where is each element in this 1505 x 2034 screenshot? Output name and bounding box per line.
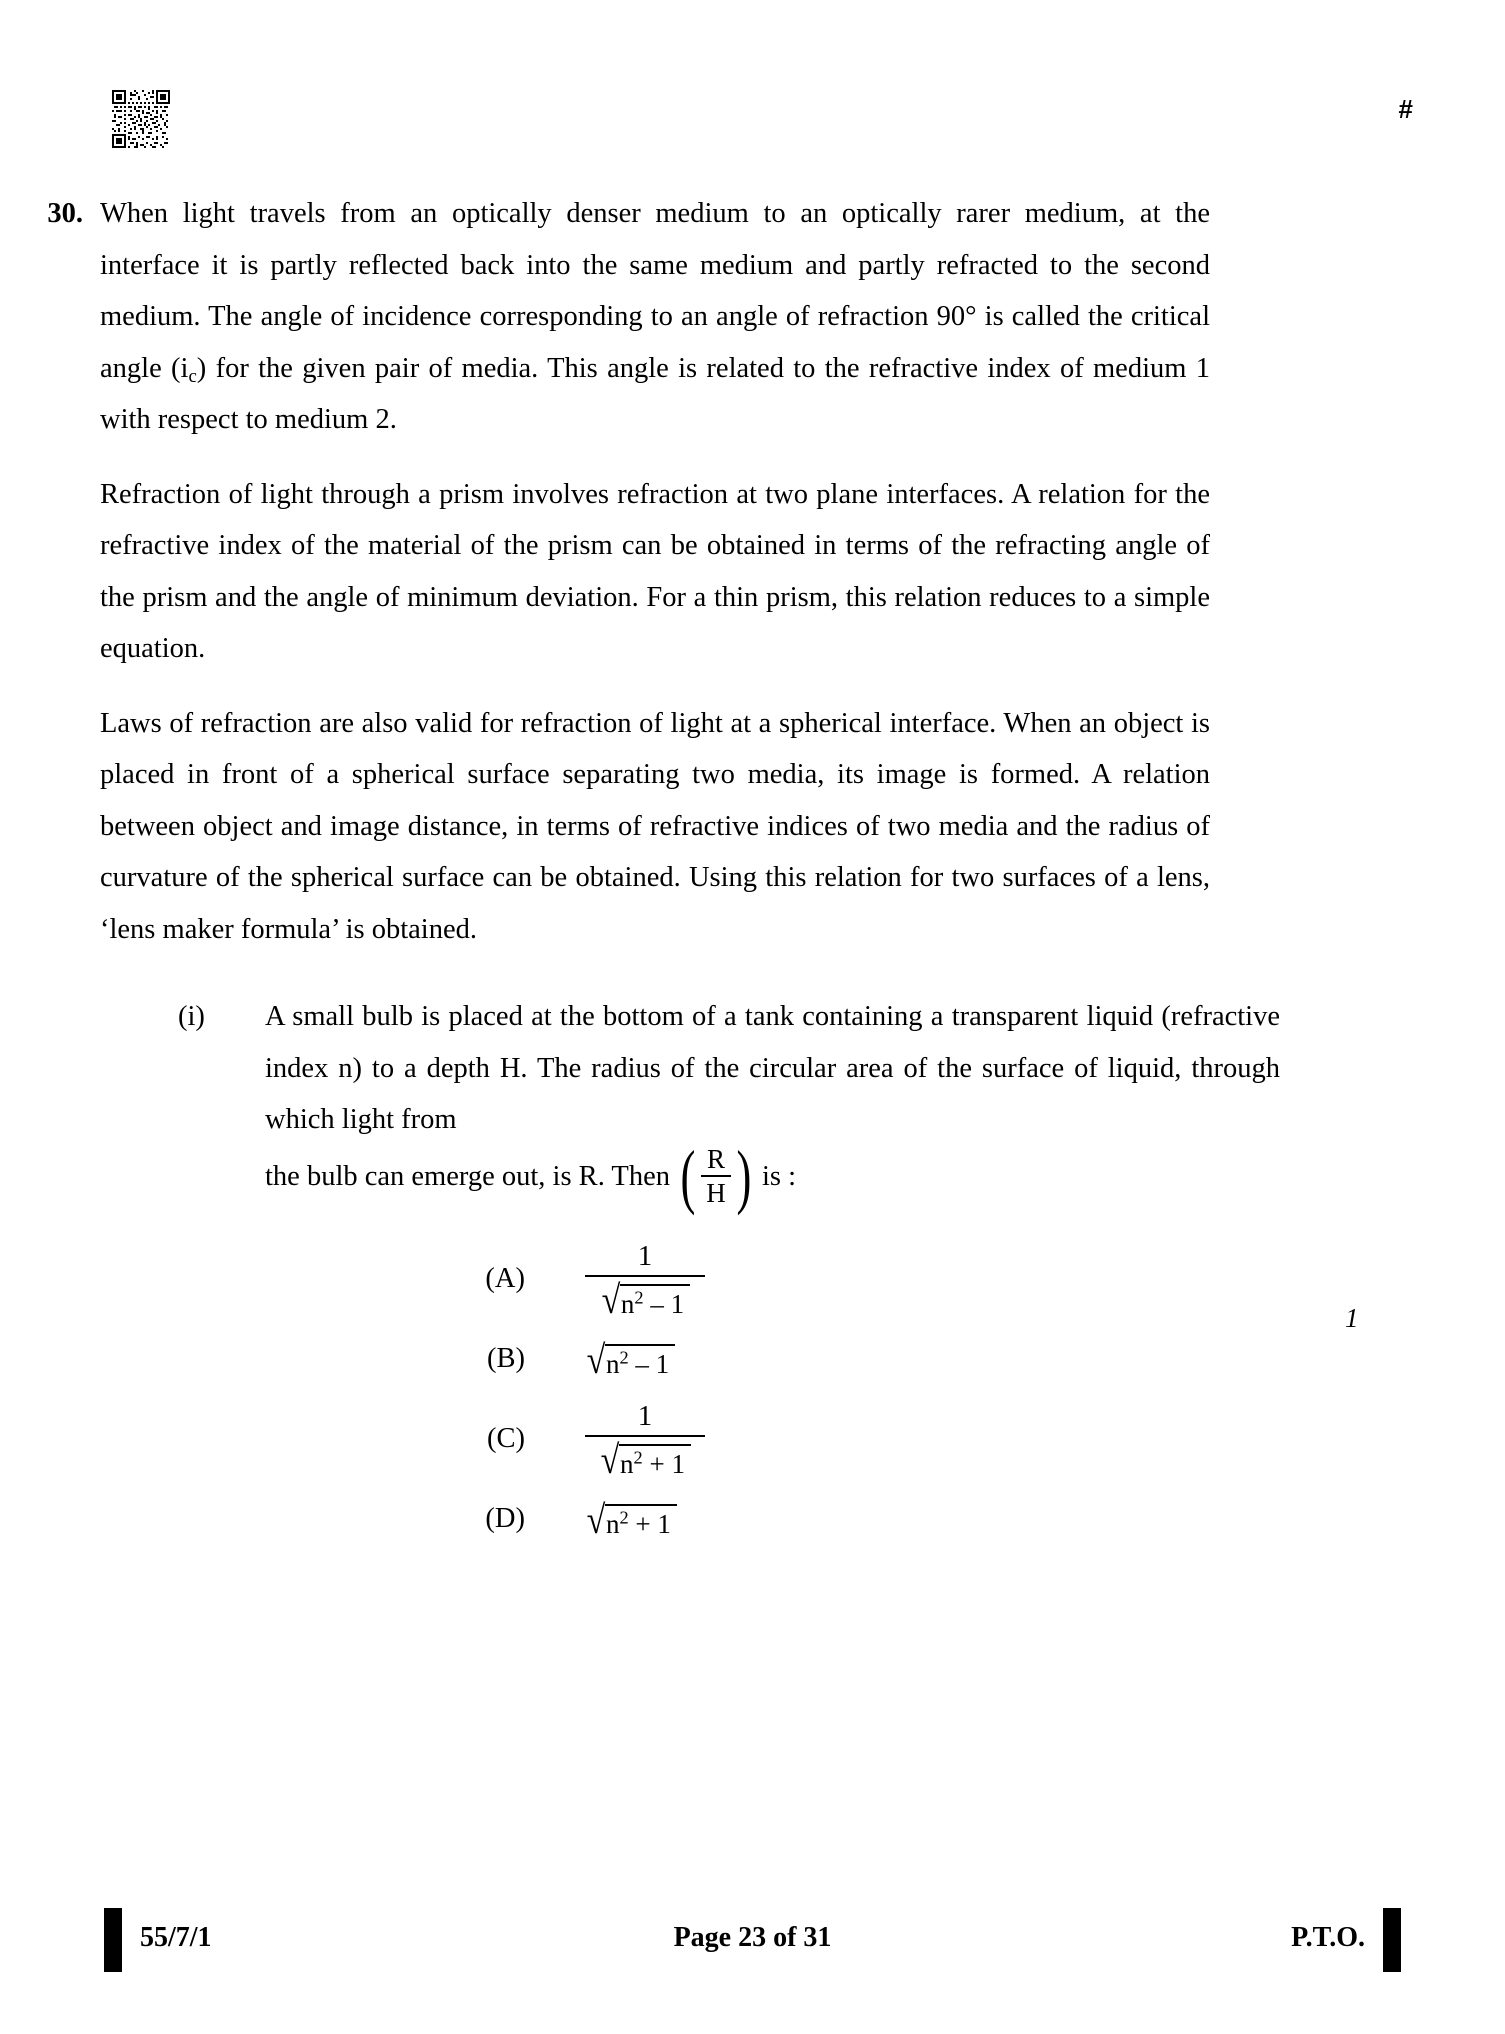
- radicand-c-operator: +: [649, 1449, 665, 1480]
- option-d-expression: [585, 1496, 677, 1542]
- option-b-label: (B): [487, 1342, 525, 1374]
- question-paragraph-2: Refraction of light through a prism involves refraction at two plane interfaces. A relation for the refractive index of the material of the prism can be obtained in terms of the refracting angle of the prism and the angle of minimum deviation. For a thin prism, this relation reduces to a simple equation.: [100, 478, 1210, 664]
- option-a-numerator: 1: [637, 1240, 653, 1273]
- radicand-c-exponent: 2: [633, 1447, 643, 1468]
- radicand-a-operator: –: [650, 1289, 664, 1320]
- radical-d: [585, 1496, 677, 1542]
- option-c-label: (C): [487, 1422, 525, 1454]
- radicand-b-operator: –: [635, 1348, 649, 1379]
- fraction-denominator: H: [706, 1177, 726, 1208]
- fraction: [701, 1145, 731, 1208]
- radicand-b: [605, 1344, 675, 1380]
- question-paragraph-1: [100, 188, 1210, 446]
- paragraph-1-main: When light travels from an optically denser medium to an optically rarer medium, at the interface it is partly reflected back into the same medium and partly refracted to the second medium. The angle of incidence corresponding to an angle of refraction 90° is called the critical angle (i: [100, 198, 1210, 384]
- option-row-d: [265, 1479, 1280, 1559]
- page-number: Page 23 of 31: [673, 1922, 832, 1953]
- option-c-fraction: [585, 1400, 705, 1483]
- radicand-d-exponent: 2: [619, 1507, 629, 1528]
- option-c-expression: [585, 1400, 705, 1483]
- options-list: [265, 1239, 1280, 1559]
- last-line-suffix: is :: [761, 1161, 797, 1193]
- radical-sign-c: √: [600, 1437, 620, 1483]
- sub-question-body: [265, 991, 1280, 1559]
- radicand-a-term: 1: [670, 1289, 685, 1320]
- option-a-denominator: [600, 1277, 690, 1323]
- question-block: [0, 188, 1505, 1559]
- ratio-R-over-H: [676, 1135, 756, 1216]
- page-header: [0, 78, 1505, 148]
- radicand-d-operator: +: [635, 1508, 651, 1539]
- footer-bar-right: [1383, 1908, 1401, 1972]
- option-c-denominator: [599, 1437, 691, 1483]
- radical-sign-b: √: [586, 1336, 606, 1382]
- page-footer: [0, 1908, 1505, 1972]
- radicand-a: [620, 1284, 690, 1320]
- option-row-c: [265, 1399, 1280, 1483]
- option-row-a: [265, 1239, 1280, 1323]
- radicand-c-term: 1: [671, 1449, 685, 1480]
- option-a-expression: [585, 1240, 705, 1323]
- sub-question-last-line: [265, 1135, 1280, 1216]
- radical-b: [585, 1336, 675, 1382]
- option-a-label: (A): [485, 1262, 525, 1294]
- radicand-c-base: n: [620, 1449, 634, 1480]
- sub-question-i: [100, 991, 1280, 1559]
- radicand-a-exponent: 2: [634, 1287, 644, 1308]
- radicand-b-base: n: [605, 1348, 620, 1379]
- question-content: [0, 188, 1505, 1559]
- radicand-c: [619, 1444, 691, 1480]
- radical-a: [600, 1277, 690, 1323]
- radicand-b-exponent: 2: [619, 1347, 629, 1368]
- option-d-label: (D): [485, 1502, 525, 1534]
- subscript-c: c: [188, 365, 197, 387]
- radicand-d-term: 1: [657, 1508, 671, 1539]
- paper-code: 55/7/1: [140, 1922, 212, 1953]
- sub-question-label: (i): [178, 1001, 205, 1032]
- right-paren: ): [736, 1135, 752, 1216]
- fraction-numerator: R: [706, 1143, 725, 1174]
- marks-allocation: 1: [1345, 1303, 1359, 1333]
- question-text-column: [100, 188, 1280, 1559]
- option-c-numerator: 1: [637, 1400, 653, 1433]
- qr-code-icon: [112, 90, 170, 148]
- radical-sign-a: √: [601, 1277, 621, 1323]
- qr-code-svg: [112, 90, 170, 148]
- hash-mark: #: [1398, 94, 1413, 124]
- radical-c: [599, 1437, 691, 1483]
- radicand-b-term: 1: [655, 1348, 670, 1379]
- left-paren: (: [680, 1135, 696, 1216]
- question-number: 30.: [47, 198, 83, 229]
- radicand-d: [605, 1504, 677, 1540]
- paragraph-1-tail: ) for the given pair of media. This angle is related to the refractive index of medium 1 with respect to medium 2.: [100, 352, 1210, 435]
- question-paragraph-3: Laws of refraction are also valid for refraction of light at a spherical interface. When an object is placed in front of a spherical surface separating two media, its image is formed. A relation between object and image distance, in terms of refractive indices of two media and the radius of curvature of the spherical surface can be obtained. Using this relation for two surfaces of a lens, ‘lens maker formula’ is obtained.: [100, 707, 1210, 945]
- radicand-a-base: n: [620, 1289, 635, 1320]
- sub-question-text: A small bulb is placed at the bottom of a tank containing a transparent liquid (refractive index n) to a depth H. The radius of the circular area of the surface of liquid, through which light from: [265, 1001, 1280, 1135]
- turn-over-label: P.T.O.: [1291, 1922, 1365, 1953]
- option-row-b: [265, 1319, 1280, 1399]
- option-b-expression: [585, 1336, 675, 1382]
- last-line-prefix: the bulb can emerge out, is R. Then: [265, 1161, 670, 1193]
- radical-sign-d: √: [586, 1496, 606, 1542]
- radicand-d-base: n: [605, 1508, 620, 1539]
- option-a-fraction: [585, 1240, 705, 1323]
